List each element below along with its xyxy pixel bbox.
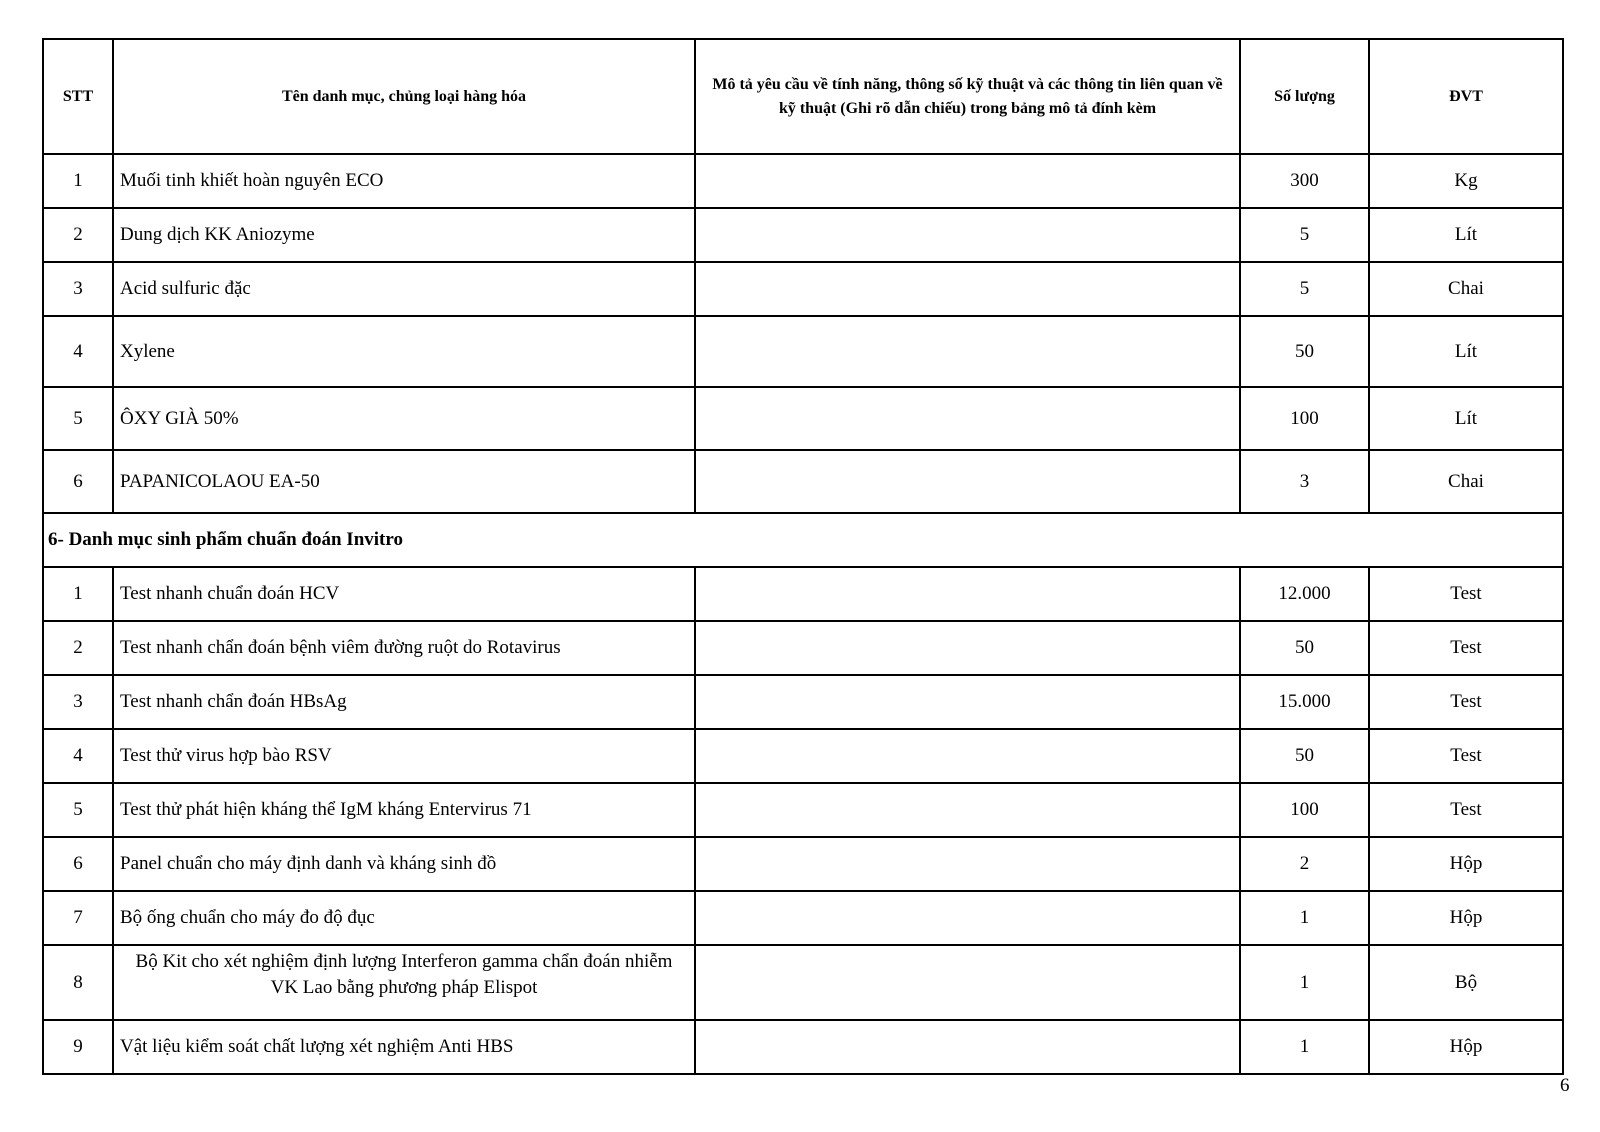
table-row	[43, 891, 1563, 945]
row-name: Panel chuẩn cho máy định danh và kháng sinh đồ	[113, 837, 695, 891]
row-stt: 4	[43, 316, 113, 387]
row-stt: 9	[43, 1020, 113, 1074]
row-stt: 3	[43, 675, 113, 729]
row-unit: Test	[1369, 621, 1563, 675]
row-quantity: 3	[1240, 450, 1369, 513]
row-stt: 2	[43, 208, 113, 262]
table-row	[43, 262, 1563, 316]
row-quantity: 50	[1240, 316, 1369, 387]
row-quantity: 5	[1240, 262, 1369, 316]
row-description	[695, 729, 1240, 783]
row-quantity: 1	[1240, 945, 1369, 1020]
row-description	[695, 316, 1240, 387]
header-description: Mô tả yêu cầu về tính năng, thông số kỹ thuật và các thông tin liên quan về kỹ thuật (Ghi rõ dẫn chiếu) trong bảng mô tả đính kèm	[695, 39, 1240, 154]
row-stt: 4	[43, 729, 113, 783]
table-row	[43, 387, 1563, 450]
table-row	[43, 316, 1563, 387]
row-quantity: 50	[1240, 729, 1369, 783]
row-unit: Hộp	[1369, 837, 1563, 891]
row-description	[695, 621, 1240, 675]
header-stt: STT	[43, 39, 113, 154]
row-quantity: 50	[1240, 621, 1369, 675]
table-row	[43, 837, 1563, 891]
table-row	[43, 450, 1563, 513]
row-description	[695, 208, 1240, 262]
table-row	[43, 567, 1563, 621]
row-unit: Bộ	[1369, 945, 1563, 1020]
row-description	[695, 154, 1240, 208]
row-description	[695, 945, 1240, 1020]
row-unit: Test	[1369, 567, 1563, 621]
row-description	[695, 567, 1240, 621]
row-quantity: 12.000	[1240, 567, 1369, 621]
row-name: ÔXY GIÀ 50%	[113, 387, 695, 450]
row-description	[695, 837, 1240, 891]
row-name: Bộ ống chuẩn cho máy đo độ đục	[113, 891, 695, 945]
table-row	[43, 675, 1563, 729]
row-name: Muối tinh khiết hoàn nguyên ECO	[113, 154, 695, 208]
row-description	[695, 387, 1240, 450]
row-description	[695, 891, 1240, 945]
row-quantity: 300	[1240, 154, 1369, 208]
row-stt: 8	[43, 945, 113, 1020]
row-description	[695, 1020, 1240, 1074]
table-row	[43, 945, 1563, 1020]
row-name: Test nhanh chẩn đoán HBsAg	[113, 675, 695, 729]
row-unit: Hộp	[1369, 1020, 1563, 1074]
row-quantity: 1	[1240, 891, 1369, 945]
row-description	[695, 675, 1240, 729]
row-unit: Test	[1369, 675, 1563, 729]
table-header-row	[43, 39, 1563, 154]
row-quantity: 1	[1240, 1020, 1369, 1074]
row-stt: 7	[43, 891, 113, 945]
row-name: Vật liệu kiểm soát chất lượng xét nghiệm Anti HBS	[113, 1020, 695, 1074]
table-row	[43, 621, 1563, 675]
table-row	[43, 729, 1563, 783]
row-unit: Test	[1369, 729, 1563, 783]
table-row	[43, 1020, 1563, 1074]
row-name: Test nhanh chuẩn đoán HCV	[113, 567, 695, 621]
row-unit: Test	[1369, 783, 1563, 837]
table-row	[43, 783, 1563, 837]
table-row	[43, 154, 1563, 208]
row-unit: Kg	[1369, 154, 1563, 208]
row-description	[695, 450, 1240, 513]
row-unit: Lít	[1369, 208, 1563, 262]
row-name: Test thử phát hiện kháng thể IgM kháng Entervirus 71	[113, 783, 695, 837]
row-quantity: 100	[1240, 783, 1369, 837]
row-name: Bộ Kit cho xét nghiệm định lượng Interferon gamma chẩn đoán nhiễm VK Lao bằng phương pháp Elispot	[113, 945, 695, 1020]
row-name: Acid sulfuric đặc	[113, 262, 695, 316]
row-unit: Lít	[1369, 387, 1563, 450]
row-name: Dung dịch KK Aniozyme	[113, 208, 695, 262]
section-row	[43, 513, 1563, 567]
header-quantity: Số lượng	[1240, 39, 1369, 154]
row-quantity: 5	[1240, 208, 1369, 262]
row-stt: 1	[43, 567, 113, 621]
row-quantity: 100	[1240, 387, 1369, 450]
row-unit: Chai	[1369, 450, 1563, 513]
row-name: Test nhanh chẩn đoán bệnh viêm đường ruột do Rotavirus	[113, 621, 695, 675]
row-description	[695, 783, 1240, 837]
row-quantity: 2	[1240, 837, 1369, 891]
page-number: 6	[1560, 1075, 1570, 1096]
header-name: Tên danh mục, chủng loại hàng hóa	[113, 39, 695, 154]
row-stt: 6	[43, 837, 113, 891]
header-unit: ĐVT	[1369, 39, 1563, 154]
section-title: 6- Danh mục sinh phẩm chuẩn đoán Invitro	[43, 513, 1563, 567]
row-stt: 5	[43, 783, 113, 837]
goods-table	[42, 38, 1564, 1075]
row-description	[695, 262, 1240, 316]
row-name: PAPANICOLAOU EA-50	[113, 450, 695, 513]
table-row	[43, 208, 1563, 262]
row-name: Test thử virus hợp bào RSV	[113, 729, 695, 783]
row-stt: 2	[43, 621, 113, 675]
row-stt: 1	[43, 154, 113, 208]
row-stt: 6	[43, 450, 113, 513]
row-name: Xylene	[113, 316, 695, 387]
row-unit: Chai	[1369, 262, 1563, 316]
row-stt: 3	[43, 262, 113, 316]
row-stt: 5	[43, 387, 113, 450]
row-unit: Hộp	[1369, 891, 1563, 945]
row-unit: Lít	[1369, 316, 1563, 387]
row-quantity: 15.000	[1240, 675, 1369, 729]
